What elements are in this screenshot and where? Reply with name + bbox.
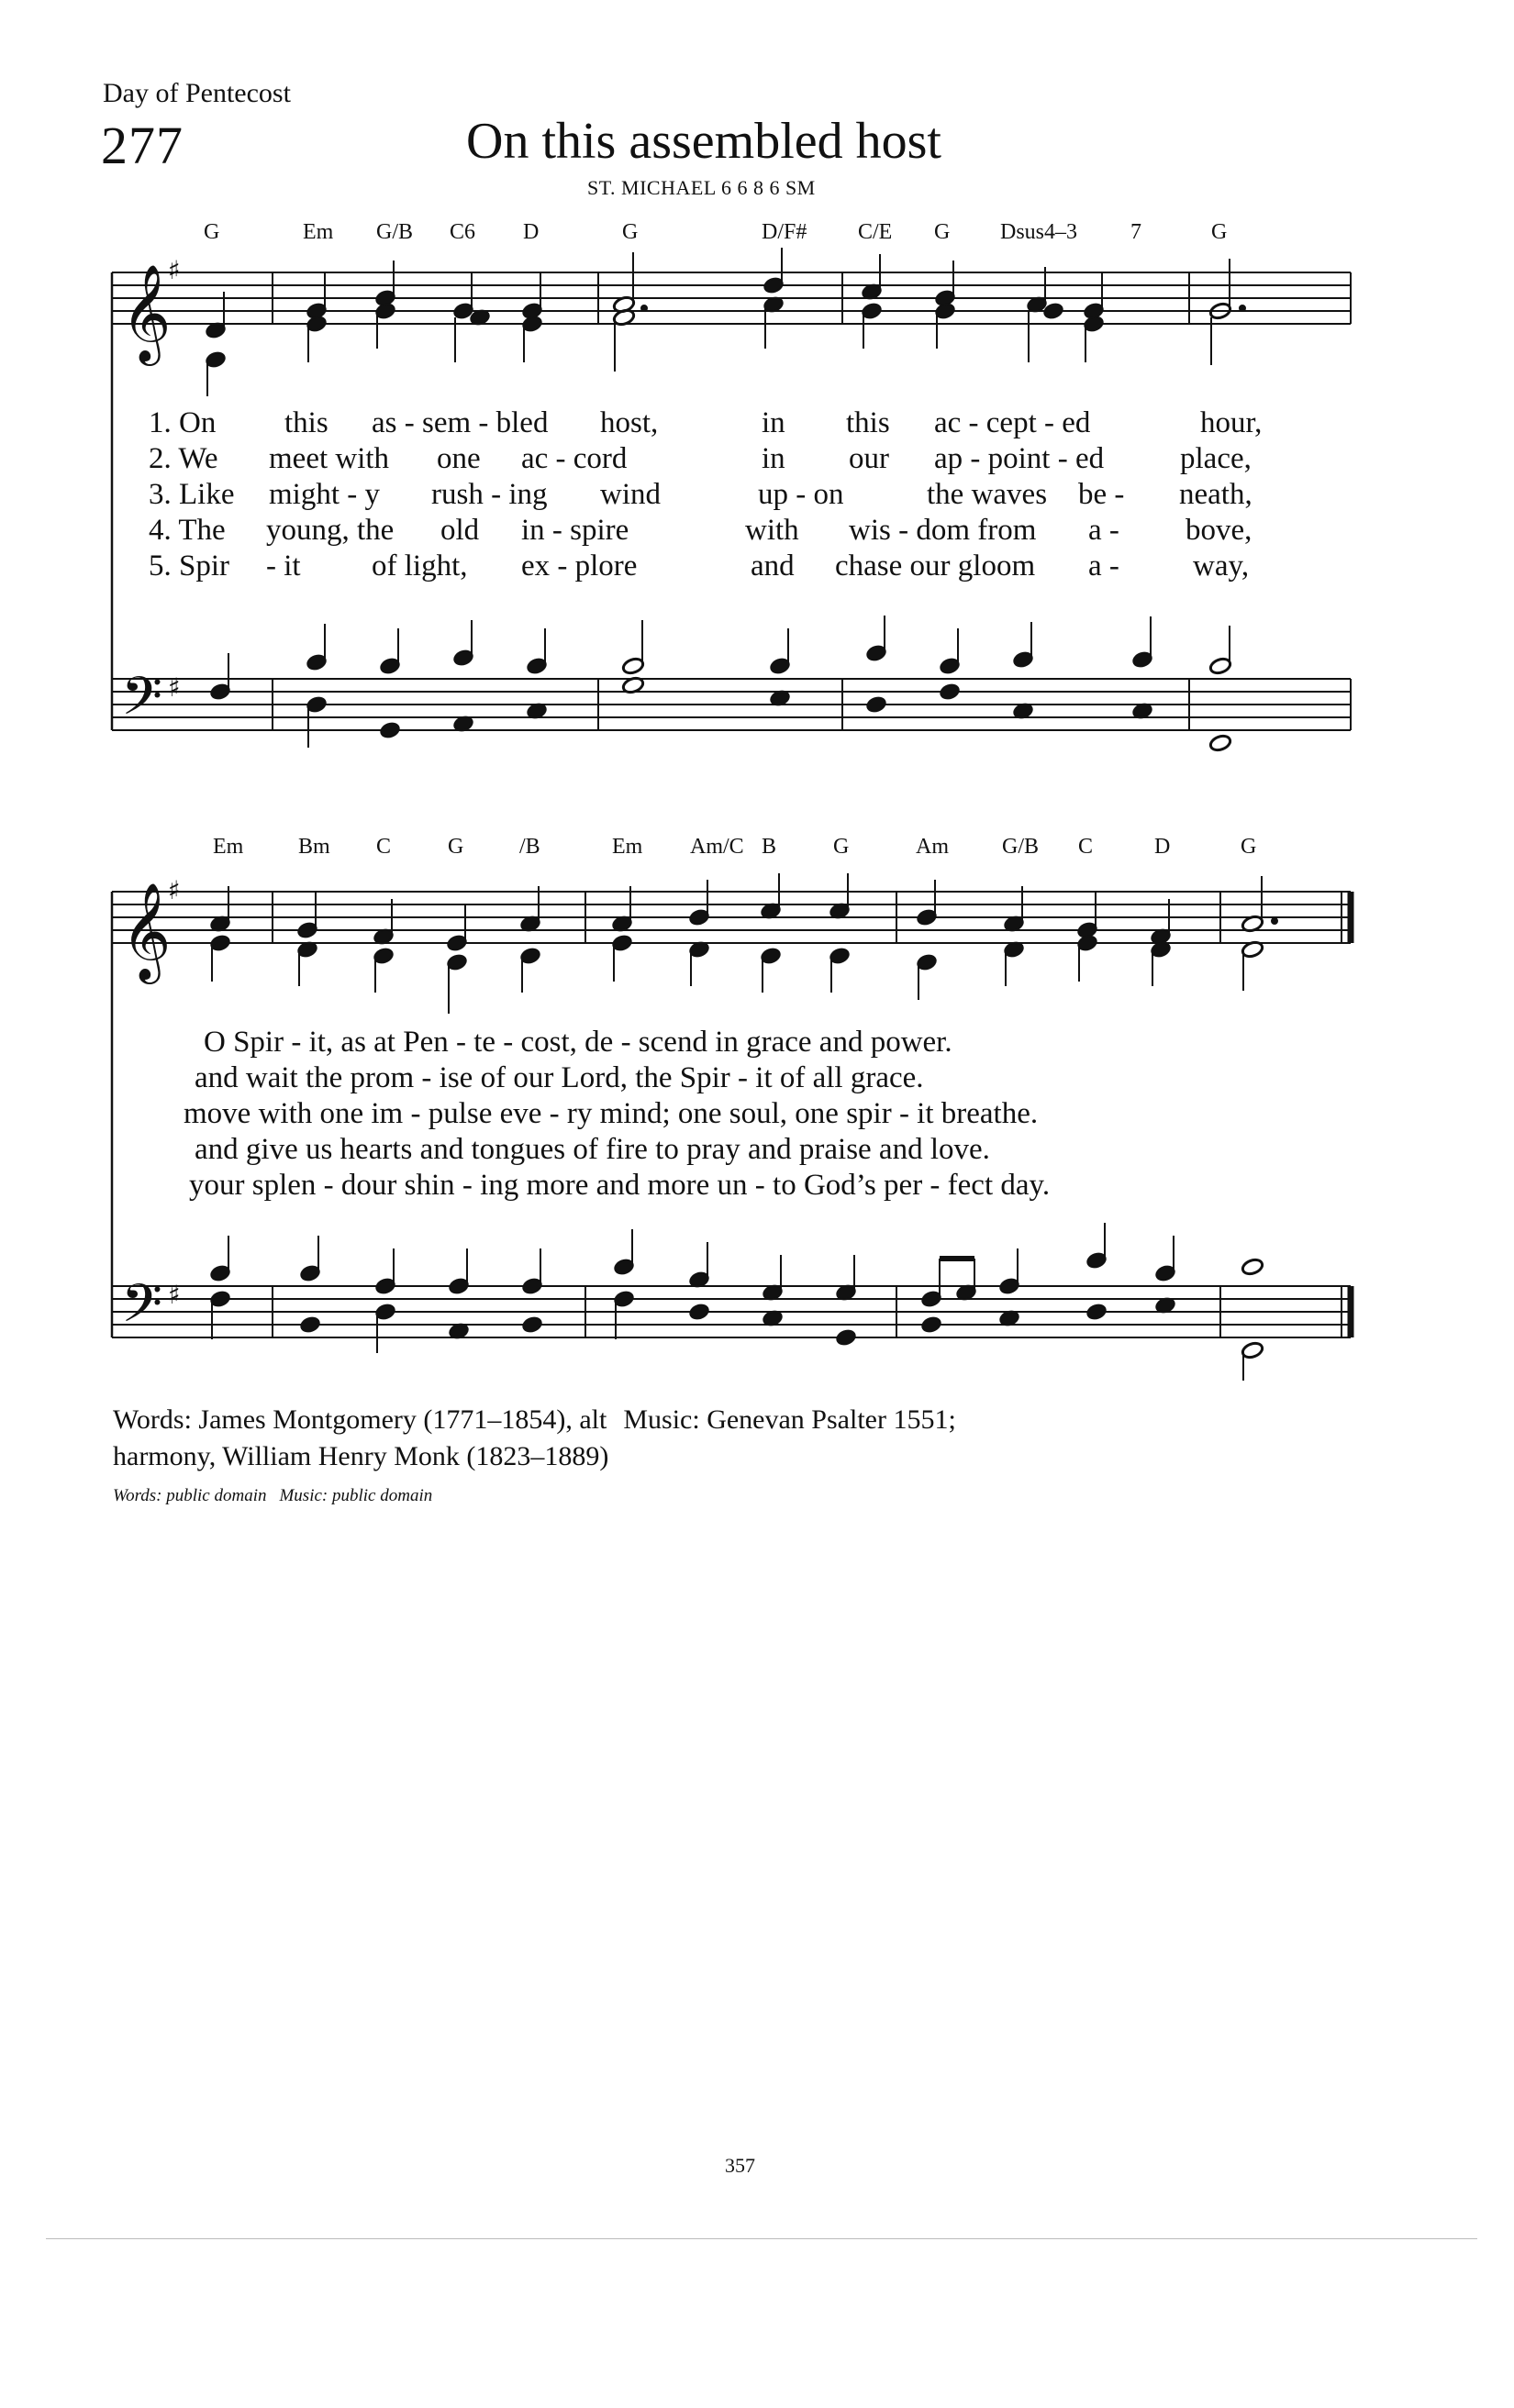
bass-clef-icon: 𝄢 — [121, 665, 163, 740]
music-rights: Music: public domain — [279, 1486, 433, 1505]
lyric-syllable: old — [440, 514, 480, 547]
lyric-syllable: meet with — [269, 442, 390, 475]
lyric-syllable: in - spire — [521, 514, 629, 547]
lyric-line: and wait the prom - ise of our Lord, the Spir - it of all grace. — [195, 1061, 924, 1094]
lyric-syllable: a - — [1088, 549, 1119, 583]
notes-system2-bass — [209, 1223, 1264, 1381]
chord: 7 — [1130, 220, 1141, 244]
words-credit: Words: James Montgomery (1771–1854), alt — [113, 1404, 607, 1435]
lyric-syllable: 4. The — [149, 514, 226, 547]
hymn-title: On this assembled host — [466, 113, 941, 170]
lyric-syllable: hour, — [1200, 406, 1263, 439]
sharp-icon: ♯ — [168, 672, 181, 703]
tune-name: ST. MICHAEL 6 6 8 6 SM — [587, 176, 816, 199]
chord: G — [1211, 220, 1228, 244]
chord: G — [204, 220, 220, 244]
lyric-syllable: chase our gloom — [835, 549, 1036, 583]
chord: Am/C — [690, 835, 744, 859]
chord: Em — [213, 835, 244, 859]
chord: C/E — [858, 220, 893, 244]
lyric-syllable: young, the — [266, 514, 395, 547]
chord: D — [523, 220, 540, 244]
sharp-icon: ♯ — [168, 875, 181, 905]
words-rights: Words: public domain — [113, 1486, 267, 1505]
chord: G/B — [1002, 835, 1040, 859]
chord: G — [1241, 835, 1257, 859]
treble-clef-icon: 𝄞 — [121, 263, 172, 361]
chord: Em — [303, 220, 334, 244]
chord: Bm — [298, 835, 330, 859]
lyric-syllable: ac - cept - ed — [934, 406, 1091, 439]
chord: C — [376, 835, 392, 859]
lyric-syllable: the waves — [927, 478, 1048, 511]
lyric-syllable: wis - dom from — [849, 514, 1037, 547]
lyric-syllable: a - — [1088, 514, 1119, 547]
lyric-syllable: our — [849, 442, 889, 475]
lyric-syllable: host, — [600, 406, 659, 439]
chord: G — [833, 835, 850, 859]
lyric-syllable: this — [284, 406, 328, 439]
bass-clef-icon: 𝄢 — [121, 1272, 163, 1348]
sharp-icon: ♯ — [168, 1280, 181, 1310]
lyric-syllable: as - sem - bled — [372, 406, 549, 439]
lyric-syllable: 2. We — [149, 442, 218, 475]
notes-system1-bass — [209, 616, 1232, 752]
notes-system1-treble — [205, 248, 1244, 396]
lyric-line: your splen - dour shin - ing more and more un - to God’s per - fect day. — [189, 1169, 1051, 1202]
lyric-line: move with one im - pulse eve - ry mind; one soul, one spir - it breathe. — [184, 1097, 1039, 1130]
lyric-syllable: - it — [266, 549, 301, 583]
chord: D — [1154, 835, 1171, 859]
copyright-notice — [113, 1486, 432, 1506]
chord: D/F# — [762, 220, 807, 244]
chord: B — [762, 835, 777, 859]
chord: Am — [916, 835, 949, 859]
chord: G — [934, 220, 951, 244]
lyric-syllable: and — [751, 549, 795, 583]
lyric-syllable: rush - ing — [431, 478, 548, 511]
lyric-syllable: 3. Like — [149, 478, 235, 511]
lyric-syllable: this — [846, 406, 890, 439]
chord: C6 — [450, 220, 476, 244]
lyric-syllable: might - y — [269, 478, 380, 511]
lyric-syllable: in — [762, 406, 785, 439]
lyric-syllable: neath, — [1179, 478, 1252, 511]
harmony-credit: harmony, William Henry Monk (1823–1889) — [113, 1441, 609, 1471]
lyric-line: and give us hearts and tongues of fire to pray and praise and love. — [195, 1133, 990, 1166]
divider — [46, 2238, 1477, 2239]
chord: /B — [519, 835, 540, 859]
lyric-syllable: with — [745, 514, 799, 547]
lyric-syllable: ap - point - ed — [934, 442, 1105, 475]
chord: Dsus4–3 — [1000, 220, 1078, 244]
credits — [113, 1402, 1214, 1475]
lyric-syllable: of light, — [372, 549, 468, 583]
sharp-icon: ♯ — [168, 255, 181, 285]
treble-clef-icon: 𝄞 — [121, 882, 172, 980]
lyric-syllable: place, — [1180, 442, 1252, 475]
music-credit: Music: Genevan Psalter 1551; — [623, 1404, 956, 1435]
lyric-syllable: one — [437, 442, 481, 475]
lyric-syllable: be - — [1078, 478, 1125, 511]
hymn-number: 277 — [101, 116, 184, 175]
lyric-syllable: way, — [1193, 549, 1250, 583]
chord: G — [622, 220, 639, 244]
section-heading: Day of Pentecost — [103, 78, 291, 108]
lyric-syllable: in — [762, 442, 785, 475]
chord: C — [1078, 835, 1094, 859]
lyric-syllable: ex - plore — [521, 549, 638, 583]
chord: Em — [612, 835, 643, 859]
lyric-line: O Spir - it, as at Pen - te - cost, de - scend in grace and power. — [204, 1026, 952, 1059]
lyric-syllable: 1. On — [149, 406, 217, 439]
lyric-syllable: 5. Spir — [149, 549, 230, 583]
lyric-syllable: wind — [600, 478, 661, 511]
lyric-syllable: ac - cord — [521, 442, 628, 475]
lyric-syllable: bove, — [1186, 514, 1252, 547]
chord: G — [448, 835, 464, 859]
lyric-syllable: up - on — [758, 478, 844, 511]
page-number: 357 — [725, 2154, 755, 2177]
chord: G/B — [376, 220, 414, 244]
